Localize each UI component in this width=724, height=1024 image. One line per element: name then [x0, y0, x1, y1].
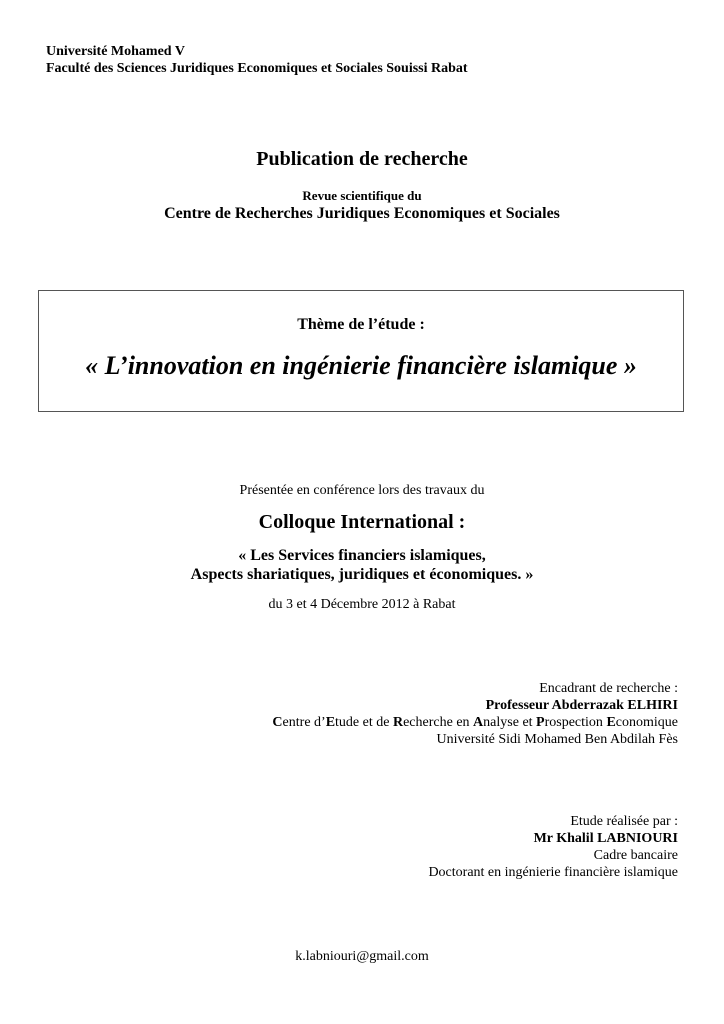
faculty-name: Faculté des Sciences Juridiques Economiques et Sociales Souissi Rabat: [46, 61, 468, 76]
journal-intro: Revue scientifique du: [302, 188, 422, 203]
supervisor-label: Encadrant de recherche :: [539, 681, 678, 696]
author-role: Cadre bancaire: [593, 848, 678, 863]
center-text: nalyse et: [483, 715, 537, 730]
conference-date: du 3 et 4 Décembre 2012 à Rabat: [268, 597, 456, 612]
conference-subtitle-line1: « Les Services financiers islamiques,: [238, 547, 486, 564]
theme-title: « L’innovation en ingénierie financière islamique »: [85, 351, 637, 380]
contact-email: k.labniouri@gmail.com: [295, 949, 429, 964]
center-text: entre d’: [282, 715, 326, 730]
center-initial: E: [606, 715, 616, 730]
supervisor-name: Professeur Abderrazak ELHIRI: [485, 698, 678, 713]
publication-title: Publication de recherche: [256, 148, 468, 170]
center-initial: C: [272, 715, 283, 730]
center-text: rospection: [544, 715, 607, 730]
supervisor-university: Université Sidi Mohamed Ben Abdilah Fès: [436, 732, 678, 747]
conference-intro: Présentée en conférence lors des travaux du: [239, 483, 485, 498]
author-label: Etude réalisée par :: [570, 814, 678, 829]
journal-name: Centre de Recherches Juridiques Economiques et Sociales: [164, 205, 560, 222]
center-initial: R: [392, 715, 404, 730]
theme-box: [38, 290, 684, 412]
center-text: conomique: [615, 715, 678, 730]
conference-name: Colloque International :: [258, 511, 466, 533]
center-text: tude et de: [335, 715, 393, 730]
center-initial: A: [473, 715, 484, 730]
conference-subtitle-line2: Aspects shariatiques, juridiques et économiques. »: [190, 566, 534, 583]
supervisor-center: [272, 715, 678, 731]
author-name: Mr Khalil LABNIOURI: [533, 831, 678, 846]
center-initial: P: [536, 715, 545, 730]
university-name: Université Mohamed V: [46, 44, 185, 59]
author-program: Doctorant en ingénierie financière islamique: [428, 865, 678, 880]
center-initial: E: [325, 715, 336, 730]
center-text: echerche en: [403, 715, 474, 730]
theme-label: Thème de l’étude :: [297, 316, 425, 333]
